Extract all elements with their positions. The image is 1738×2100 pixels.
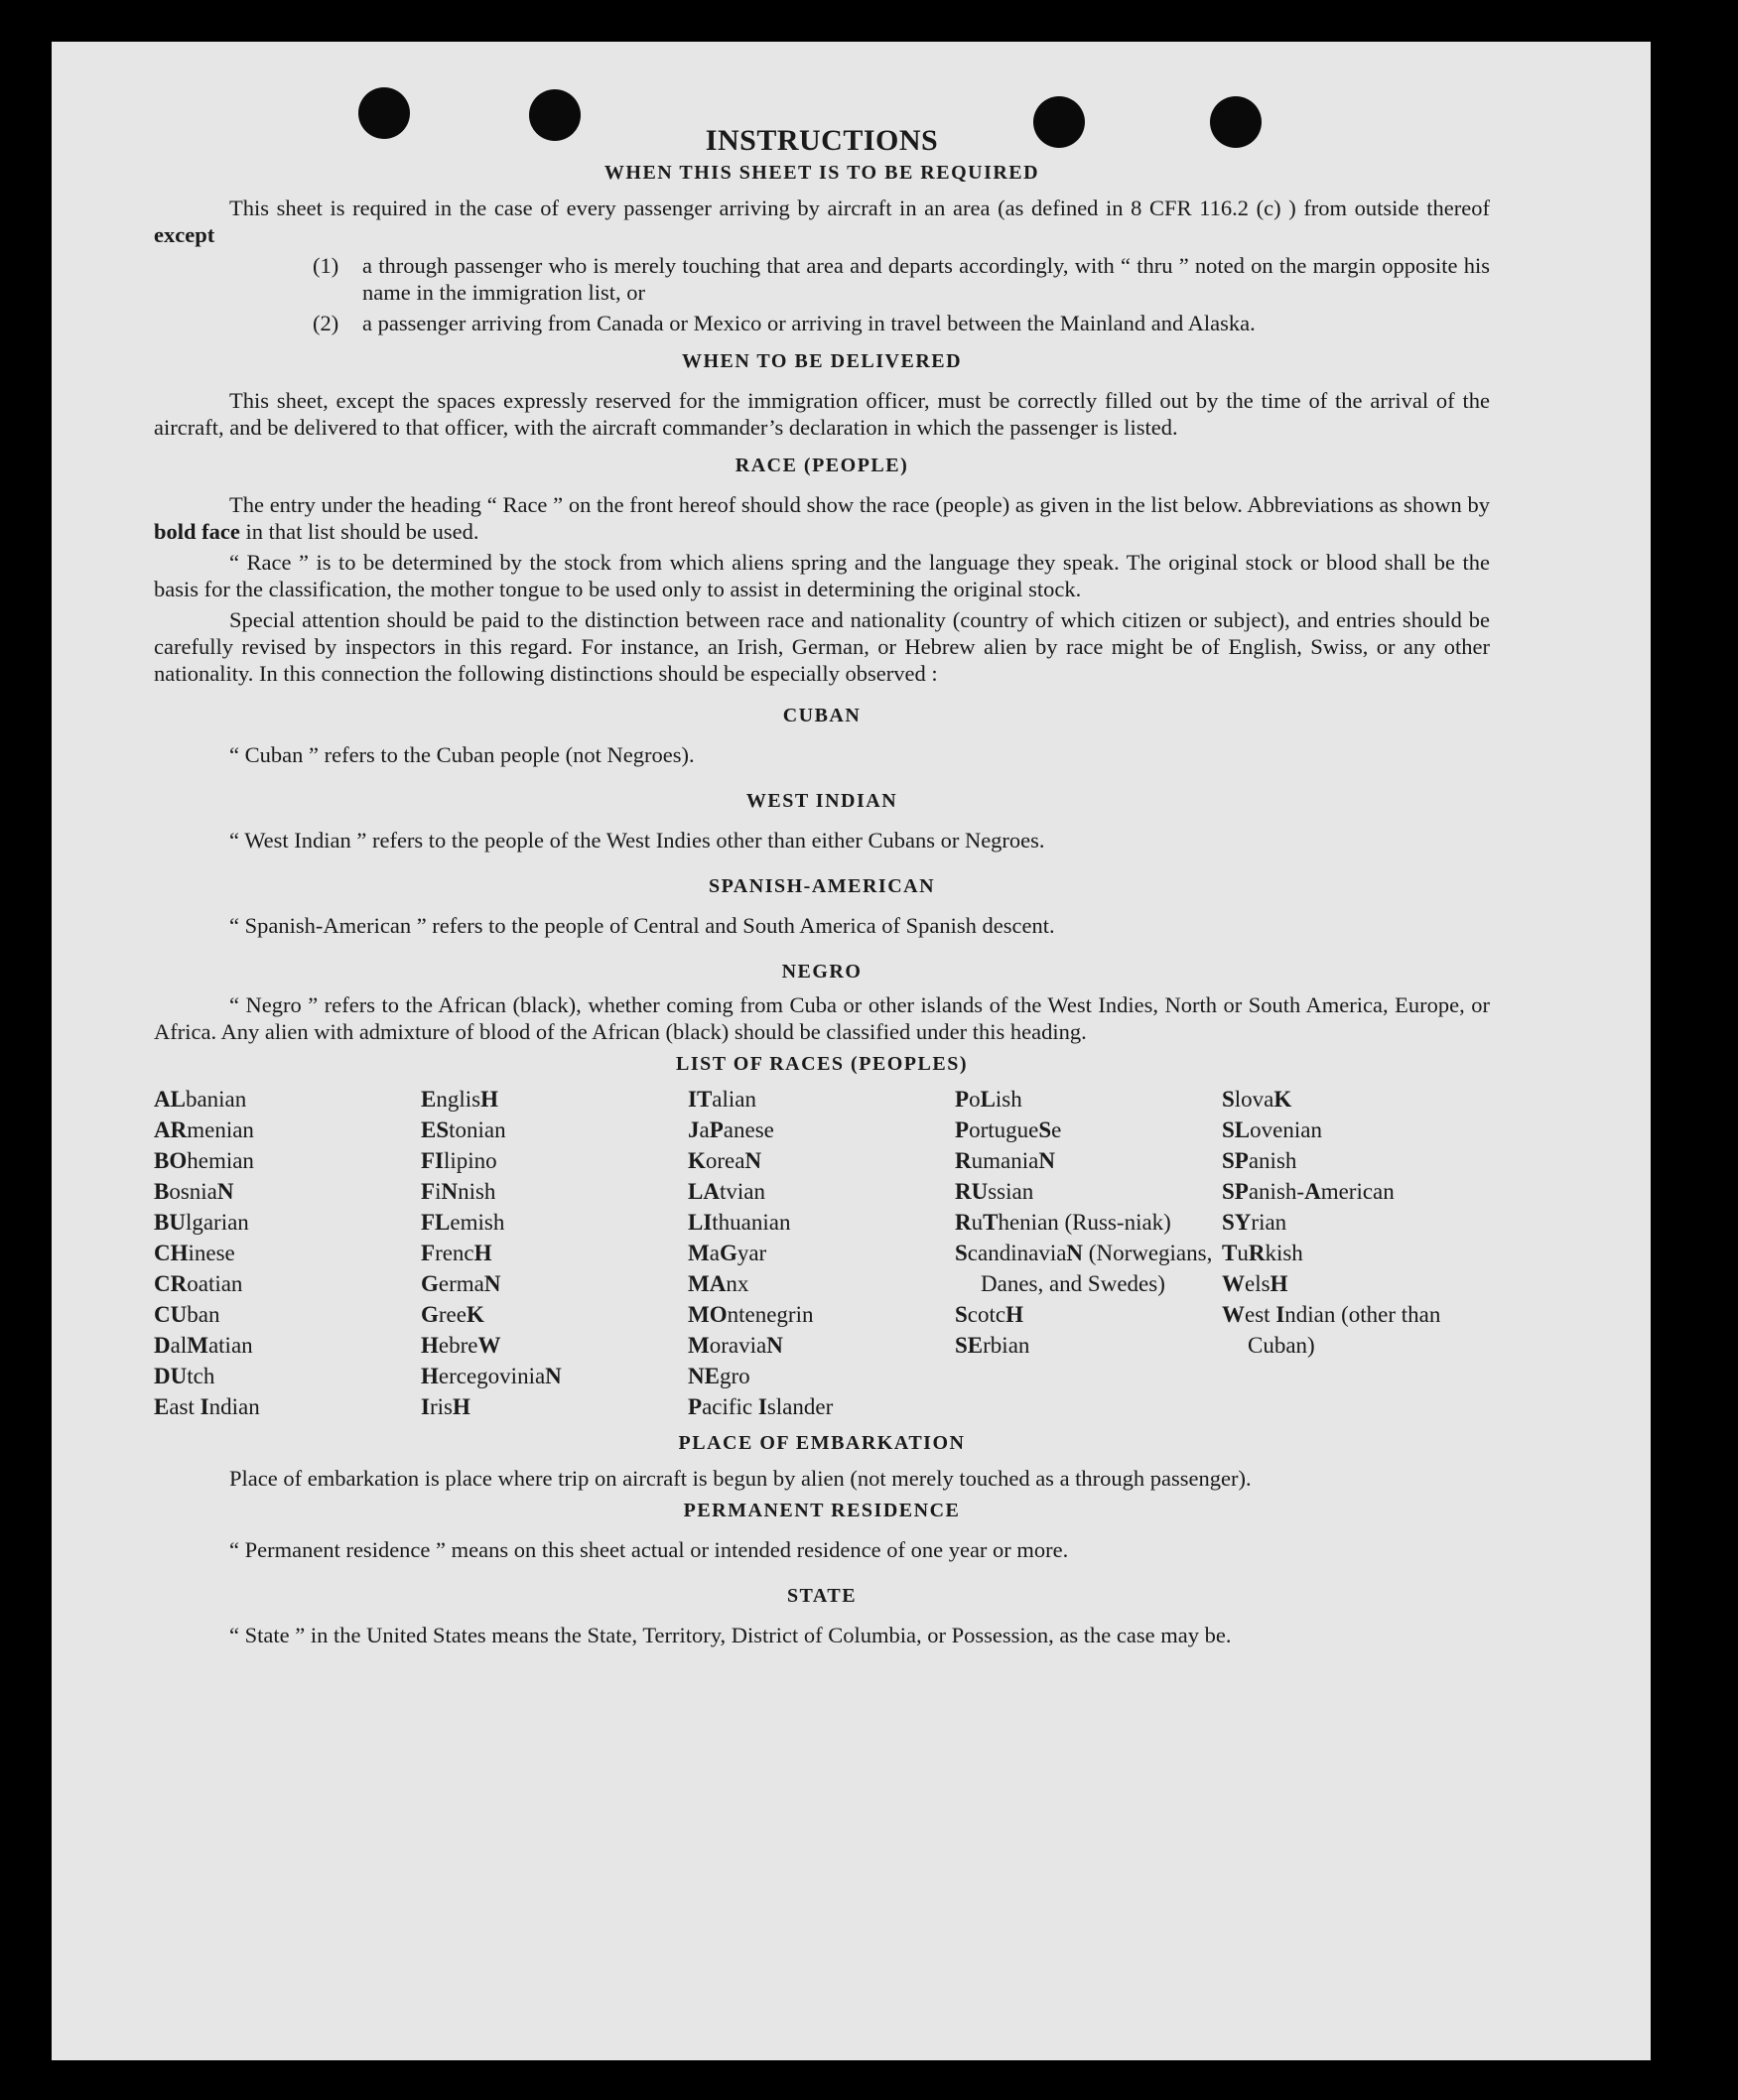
race-entry: PoLish (955, 1087, 1022, 1112)
document-content (154, 124, 1490, 1648)
heading-state: STATE (786, 1585, 858, 1607)
exception-item-2 (313, 310, 1490, 336)
race-entry: SlovaK (1222, 1087, 1292, 1112)
heading-embarkation: PLACE OF EMBARKATION (678, 1432, 966, 1454)
race-paragraph-2: “ Race ” is to be determined by the stock from which aliens spring and the language they speak. The original stock or blood shall be the basis for the classification, the mother tongue to be used only to assist in determining the original stock. (154, 550, 1490, 601)
race-entry: SYrian (1222, 1210, 1287, 1235)
race-entry: BosniaN (154, 1179, 234, 1204)
race-entry: MoraviaN (688, 1333, 783, 1358)
race-entry: SLovenian (1222, 1117, 1322, 1142)
race-entry: LAtvian (688, 1179, 765, 1204)
race-entry: DalMatian (154, 1333, 253, 1358)
race-entry: SPanish-American (1222, 1179, 1395, 1204)
race-entry: East Indian (154, 1394, 260, 1419)
races-column-5 (1222, 1084, 1489, 1422)
race-entry: ScotcH (955, 1302, 1023, 1327)
race-paragraph-1: The entry under the heading “ Race ” on the front hereof should show the race (people) as given in the list below. Abbreviations as shown by bold face in that list should be used. (154, 492, 1490, 544)
race-entry: CHinese (154, 1241, 235, 1265)
race-entry: GermaN (421, 1271, 501, 1296)
race-entry: HebreW (421, 1333, 501, 1358)
race-entry: LIthuanian (688, 1210, 791, 1235)
state-text: “ State ” in the United States means the State, Territory, District of Columbia, or Possession, as the case may be. (229, 1623, 1232, 1647)
page-title: INSTRUCTIONS (705, 124, 939, 157)
races-column-1 (154, 1084, 421, 1422)
race-entry: MOntenegrin (688, 1302, 814, 1327)
race-entry: EnglisH (421, 1087, 498, 1112)
race-entry: TuRkish (1222, 1241, 1303, 1265)
race-entry: KoreaN (688, 1148, 762, 1173)
race-entry: FIlipino (421, 1148, 497, 1173)
race-entry: SPanish (1222, 1148, 1297, 1173)
race-entry: FLemish (421, 1210, 505, 1235)
when-delivered-text: This sheet, except the spaces expressly reserved for the immigration officer, must be correctly filled out by the time of the arrival of the aircraft, and be delivered to that officer, with the aircraft commander’s declaration in which the passenger is listed. (154, 388, 1490, 440)
negro-text: “ Negro ” refers to the African (black), whether coming from Cuba or other islands of the West Indies, North or South America, Europe, or Africa. Any alien with admixture of blood of the African (black) should be classified under this heading. (154, 992, 1490, 1044)
race-entry: RuThenian (Russ-niak) (955, 1210, 1171, 1235)
race-entry: MAnx (688, 1271, 749, 1296)
race-entry: ITalian (688, 1087, 756, 1112)
heading-race: RACE (PEOPLE) (735, 455, 909, 476)
race-paragraph-3: Special attention should be paid to the distinction between race and nationality (country of which citizen or subject), and entries should be carefully revised by inspectors in this regard. For instance, an Irish, German, or Hebrew alien by race might be of English, Swiss, or any other nationality. In this connection the following distinctions should be especially observed : (154, 607, 1490, 686)
races-list (154, 1084, 1490, 1422)
race-entry: IrisH (421, 1394, 470, 1419)
race-entry: CRoatian (154, 1271, 243, 1296)
race-entry: WelsH (1222, 1271, 1288, 1296)
heading-when-delivered: WHEN TO BE DELIVERED (681, 350, 963, 372)
cuban-text: “ Cuban ” refers to the Cuban people (not Negroes). (229, 742, 695, 767)
heading-cuban: CUBAN (782, 705, 862, 726)
race-entry: CUban (154, 1302, 220, 1327)
heading-west-indian: WEST INDIAN (745, 790, 898, 812)
heading-negro: NEGRO (781, 961, 863, 983)
race-entry: Pacific Islander (688, 1394, 834, 1419)
heading-when-required: WHEN THIS SHEET IS TO BE REQUIRED (603, 162, 1040, 184)
race-entry: JaPanese (688, 1117, 774, 1142)
races-column-3 (688, 1084, 955, 1422)
item-number: (1) (313, 253, 339, 278)
heading-permanent-residence: PERMANENT RESIDENCE (683, 1500, 961, 1521)
races-column-4 (955, 1084, 1222, 1422)
embarkation-text: Place of embarkation is place where trip on aircraft is begun by alien (not merely touched as a through passenger). (229, 1466, 1252, 1491)
race-entry: FiNnish (421, 1179, 496, 1204)
race-entry: RumaniaN (955, 1148, 1055, 1173)
races-column-2 (421, 1084, 688, 1422)
race-entry: West Indian (other than Cuban) (1222, 1302, 1441, 1358)
race-entry: BOhemian (154, 1148, 254, 1173)
race-entry: GreeK (421, 1302, 484, 1327)
heading-spanish-american: SPANISH-AMERICAN (708, 875, 936, 897)
race-entry: ALbanian (154, 1087, 247, 1112)
item-text: a passenger arriving from Canada or Mexico or arriving in travel between the Mainland and Alaska. (362, 311, 1256, 335)
race-entry: RUssian (955, 1179, 1034, 1204)
race-entry: ScandinaviaN (Norwegians, Danes, and Swedes) (955, 1241, 1213, 1296)
item-number: (2) (313, 311, 339, 335)
race-entry: EStonian (421, 1117, 506, 1142)
race-entry: DUtch (154, 1364, 215, 1388)
when-required-intro: This sheet is required in the case of every passenger arriving by aircraft in an area (as defined in 8 CFR 116.2 (c) ) from outside thereof except (154, 196, 1490, 247)
residence-text: “ Permanent residence ” means on this sheet actual or intended residence of one year or more. (229, 1537, 1069, 1562)
exception-item-1 (313, 252, 1490, 306)
item-text: a through passenger who is merely touching that area and departs accordingly, with “ thru ” noted on the margin opposite his name in the immigration list, or (362, 253, 1490, 305)
race-entry: PortugueSe (955, 1117, 1062, 1142)
race-entry: HercegoviniaN (421, 1364, 562, 1388)
race-entry: NEgro (688, 1364, 750, 1388)
race-entry: BUlgarian (154, 1210, 249, 1235)
race-entry: ARmenian (154, 1117, 254, 1142)
race-entry: MaGyar (688, 1241, 767, 1265)
heading-list-of-races: LIST OF RACES (PEOPLES) (675, 1053, 968, 1075)
race-entry: SErbian (955, 1333, 1030, 1358)
race-entry: FrencH (421, 1241, 492, 1265)
west-indian-text: “ West Indian ” refers to the people of the West Indies other than either Cubans or Negroes. (229, 828, 1045, 853)
spanish-american-text: “ Spanish-American ” refers to the people of Central and South America of Spanish descent. (229, 913, 1055, 938)
